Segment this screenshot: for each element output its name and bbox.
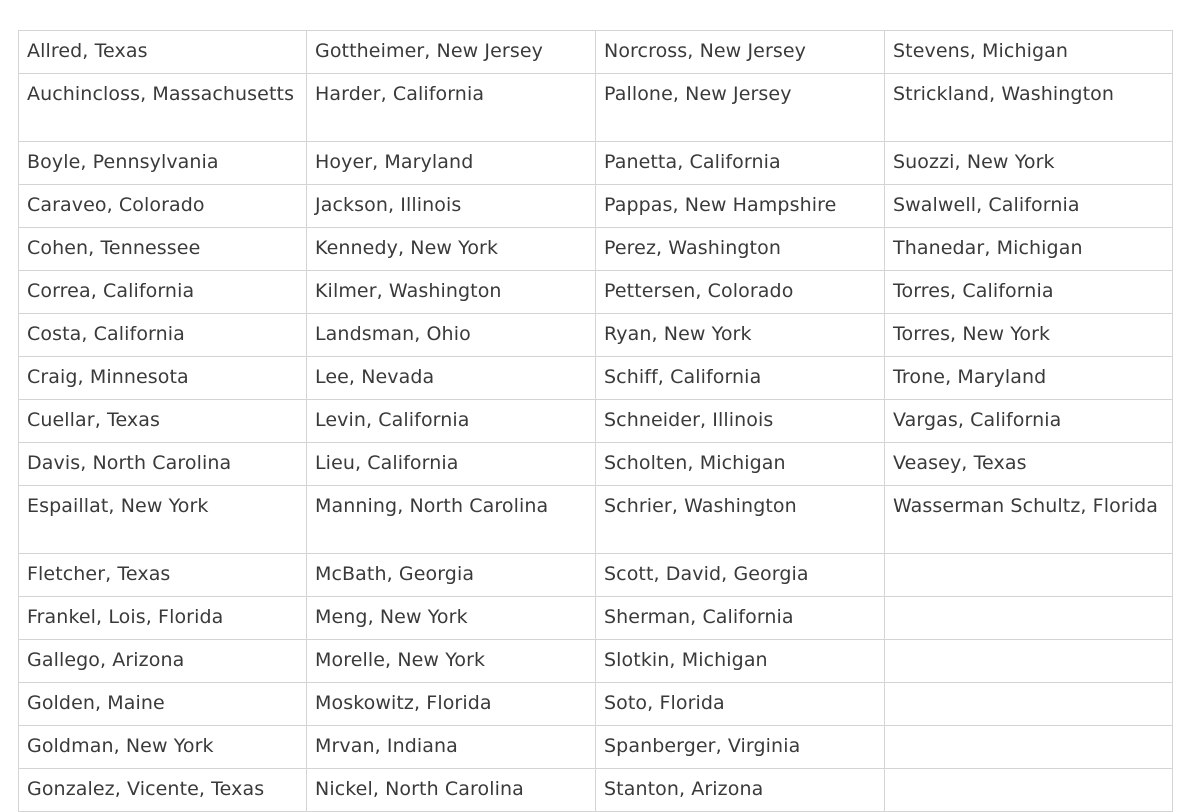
table-cell: Vargas, California xyxy=(885,400,1173,443)
table-cell: Schneider, Illinois xyxy=(596,400,885,443)
table-cell: Correa, California xyxy=(19,271,307,314)
table-cell xyxy=(885,726,1173,769)
table-cell: Pettersen, Colorado xyxy=(596,271,885,314)
table-cell: Manning, North Carolina xyxy=(307,486,596,554)
table-cell: Gottheimer, New Jersey xyxy=(307,31,596,74)
table-cell: Kennedy, New York xyxy=(307,228,596,271)
table-cell xyxy=(885,597,1173,640)
table-cell xyxy=(885,769,1173,812)
table-row xyxy=(19,640,1173,683)
table-row xyxy=(19,314,1173,357)
table-cell: Panetta, California xyxy=(596,142,885,185)
table-cell: Scholten, Michigan xyxy=(596,443,885,486)
table-cell xyxy=(885,554,1173,597)
table-cell: Strickland, Washington xyxy=(885,74,1173,142)
table-cell: Slotkin, Michigan xyxy=(596,640,885,683)
table-row xyxy=(19,142,1173,185)
table-row xyxy=(19,769,1173,812)
table-cell: Torres, California xyxy=(885,271,1173,314)
table-cell: Lee, Nevada xyxy=(307,357,596,400)
table-cell: Allred, Texas xyxy=(19,31,307,74)
table-cell: Schrier, Washington xyxy=(596,486,885,554)
table-cell xyxy=(885,683,1173,726)
table-row xyxy=(19,400,1173,443)
table-cell: Goldman, New York xyxy=(19,726,307,769)
table-cell: Meng, New York xyxy=(307,597,596,640)
table-cell: Levin, California xyxy=(307,400,596,443)
table-cell: Frankel, Lois, Florida xyxy=(19,597,307,640)
table-row xyxy=(19,185,1173,228)
table-row xyxy=(19,271,1173,314)
table-cell: Costa, California xyxy=(19,314,307,357)
table-cell: Pallone, New Jersey xyxy=(596,74,885,142)
table-cell: Scott, David, Georgia xyxy=(596,554,885,597)
table-cell: Perez, Washington xyxy=(596,228,885,271)
table-cell: Thanedar, Michigan xyxy=(885,228,1173,271)
table-row xyxy=(19,228,1173,271)
table-cell: Moskowitz, Florida xyxy=(307,683,596,726)
table-cell: Espaillat, New York xyxy=(19,486,307,554)
table-cell: Gallego, Arizona xyxy=(19,640,307,683)
table-row xyxy=(19,597,1173,640)
table-cell: Harder, California xyxy=(307,74,596,142)
table-cell: Gonzalez, Vicente, Texas xyxy=(19,769,307,812)
table-cell: Veasey, Texas xyxy=(885,443,1173,486)
table-row xyxy=(19,726,1173,769)
table-cell: Stevens, Michigan xyxy=(885,31,1173,74)
table-cell: Caraveo, Colorado xyxy=(19,185,307,228)
table-cell: Golden, Maine xyxy=(19,683,307,726)
table-cell: Craig, Minnesota xyxy=(19,357,307,400)
table-cell: Suozzi, New York xyxy=(885,142,1173,185)
table-row xyxy=(19,74,1173,142)
table-cell: Nickel, North Carolina xyxy=(307,769,596,812)
table-cell: Torres, New York xyxy=(885,314,1173,357)
table-row xyxy=(19,31,1173,74)
roster-table-container xyxy=(18,30,1173,812)
table-row xyxy=(19,486,1173,554)
table-cell: Trone, Maryland xyxy=(885,357,1173,400)
table-row xyxy=(19,554,1173,597)
table-cell: Swalwell, California xyxy=(885,185,1173,228)
table-cell: Spanberger, Virginia xyxy=(596,726,885,769)
table-cell: Cohen, Tennessee xyxy=(19,228,307,271)
table-cell: Davis, North Carolina xyxy=(19,443,307,486)
table-row xyxy=(19,683,1173,726)
table-cell: Sherman, California xyxy=(596,597,885,640)
table-cell: Stanton, Arizona xyxy=(596,769,885,812)
table-cell: Cuellar, Texas xyxy=(19,400,307,443)
table-cell: Landsman, Ohio xyxy=(307,314,596,357)
table-cell: Boyle, Pennsylvania xyxy=(19,142,307,185)
table-cell: Norcross, New Jersey xyxy=(596,31,885,74)
table-cell: McBath, Georgia xyxy=(307,554,596,597)
table-cell: Hoyer, Maryland xyxy=(307,142,596,185)
table-cell: Ryan, New York xyxy=(596,314,885,357)
table-cell: Wasserman Schultz, Florida xyxy=(885,486,1173,554)
table-row xyxy=(19,443,1173,486)
table-cell: Mrvan, Indiana xyxy=(307,726,596,769)
table-cell: Kilmer, Washington xyxy=(307,271,596,314)
table-cell: Pappas, New Hampshire xyxy=(596,185,885,228)
table-cell: Morelle, New York xyxy=(307,640,596,683)
table-cell: Jackson, Illinois xyxy=(307,185,596,228)
table-row xyxy=(19,357,1173,400)
roster-table xyxy=(18,30,1173,812)
table-cell: Fletcher, Texas xyxy=(19,554,307,597)
table-cell: Lieu, California xyxy=(307,443,596,486)
table-cell xyxy=(885,640,1173,683)
table-cell: Soto, Florida xyxy=(596,683,885,726)
table-cell: Auchincloss, Massachusetts xyxy=(19,74,307,142)
table-cell: Schiff, California xyxy=(596,357,885,400)
